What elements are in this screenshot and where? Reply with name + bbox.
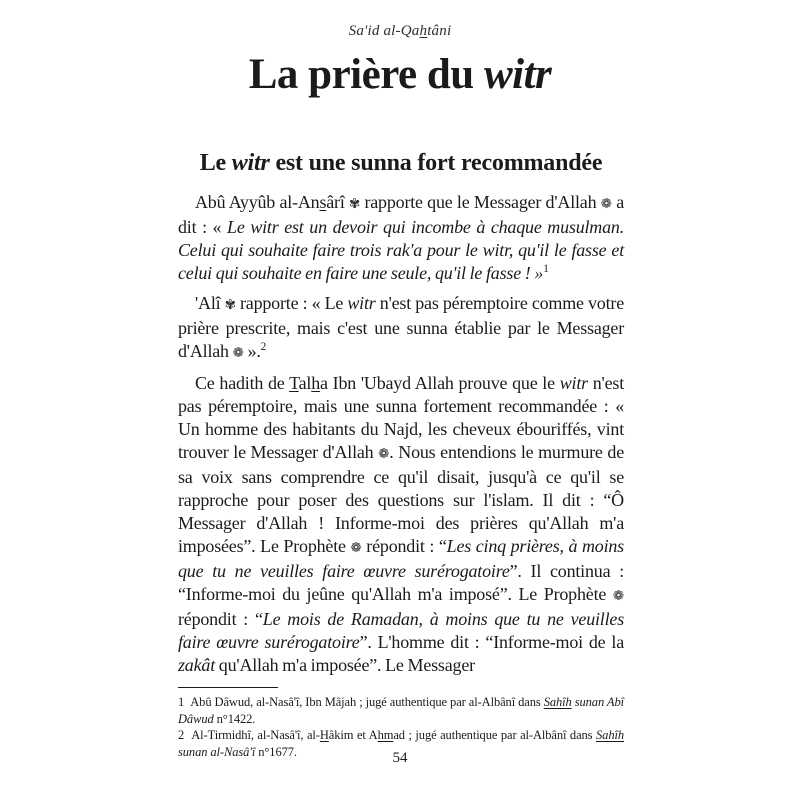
text-run: ”. L'homme dit : “Informe-moi de la [359,632,624,652]
paragraph [178,191,624,285]
saws-honorific-icon: ❁ [378,446,390,462]
text-run: sunan Abî Dâwud [178,695,624,726]
text-run: rapporte : « Le [235,293,348,313]
text-run: répondit : “ [178,609,263,629]
text-run: qu'Allah m'a imposée”. Le Messager [215,655,475,675]
text-run: T [289,373,299,393]
running-head [0,23,800,40]
text-run: Le witr est un devoir qui incombe à chaque musulman. Celui qui souhaite faire trois rak'a pour le witr, qu'il le fasse et celui qui souhaite en faire une seule, qu'il le fasse ! » [178,217,624,283]
text-run: ârî [326,192,349,212]
text-run: sunan al-Nasâ'î [178,744,256,759]
text-run: ”. Il continua : “Informe-moi du jeûne qu'Allah m'a imposé”. Le Prophète [178,561,624,604]
text-run: 1 Abû Dâwud, al-Nasâ'î, Ibn Mâjah ; jugé authentique par al-Albânî dans [178,695,544,709]
companion-honorific-icon: ✾ [348,196,361,212]
text-run: Sa'id al-Qa [348,23,420,39]
text-run: Sahîh [596,728,624,742]
text-run: Le [199,150,232,176]
text-run: Les cinq prières, à moins que tu ne veuilles faire œuvre surérogatoire [178,536,624,581]
text-run: n°1677. [255,744,297,759]
text-run: n'est pas péremptoire, mais une sunna fortement recommandée : « Un homme des habitants du Najd, les cheveux ébouriffés, vint trouver le Messager d'Allah [178,373,624,462]
footnote-reference: 1 [543,263,549,275]
text-column [178,150,624,760]
text-run: . Nous entendions le murmure de sa voix sans comprendre ce qu'il disait, jusqu'à ce qu'il se rapproche pour poser des questions sur l'islam. Il dit : “Ô Messager d'Allah ! Informe-moi des prières qu'Allah m'a imposées”. Le Prophète [178,442,624,556]
page-title [0,50,800,99]
text-run: Abû Ayyûb al-An [195,192,320,212]
text-run: hm [377,728,394,742]
section-heading [178,150,624,177]
text-run: 2 Al-Tirmidhî, al-Nasâ'î, al- [178,728,320,742]
text-run: n°1422. [213,711,256,726]
text-run: al [298,373,312,393]
text-run: répondit : “ [361,536,447,556]
text-run: La prière du [248,51,484,98]
text-run: ». [243,341,261,361]
text-run: h [311,373,321,393]
saws-honorific-icon: ❁ [612,588,624,604]
paragraph [178,292,624,365]
text-run: witr [559,373,588,393]
footnote-reference: 2 [260,341,267,353]
page-number: 54 [392,750,408,766]
saws-honorific-icon: ❁ [600,196,612,212]
text-run: est une sunna fort recommandée [269,150,603,176]
companion-honorific-icon: ✾ [224,297,236,313]
saws-honorific-icon: ❁ [350,540,362,556]
text-run: Ce hadith de [195,373,290,393]
text-run: witr [347,293,376,313]
text-run: rapporte que le Messager d'Allah [360,192,601,212]
text-run: 'Alî [195,293,225,313]
text-run: âkim et A [328,728,378,742]
footnote [178,694,624,727]
text-run: h [419,23,428,39]
text-run: a Ibn 'Ubayd Allah prouve que le [320,373,560,393]
text-run: s [319,192,327,212]
paragraph [178,372,624,677]
text-run: Sahîh [543,695,572,709]
footnote-divider [178,687,278,688]
saws-honorific-icon: ❁ [232,345,244,361]
text-run: a dit : « [178,192,625,237]
text-run: n'est pas péremptoire comme votre prière prescrite, mais c'est une sunna établie par le Messager d'Allah [178,293,624,361]
body-text [178,191,624,677]
text-run: ad ; jugé authentique par al-Albânî dans [393,728,597,742]
text-run: Le mois de Ramadan, à moins que tu ne veuilles faire œuvre surérogatoire [178,609,625,652]
text-run: zakât [178,655,215,675]
text-run: witr [483,51,552,98]
text-run: H [319,728,329,742]
text-run: witr [231,150,270,176]
text-run: tâni [427,23,452,39]
